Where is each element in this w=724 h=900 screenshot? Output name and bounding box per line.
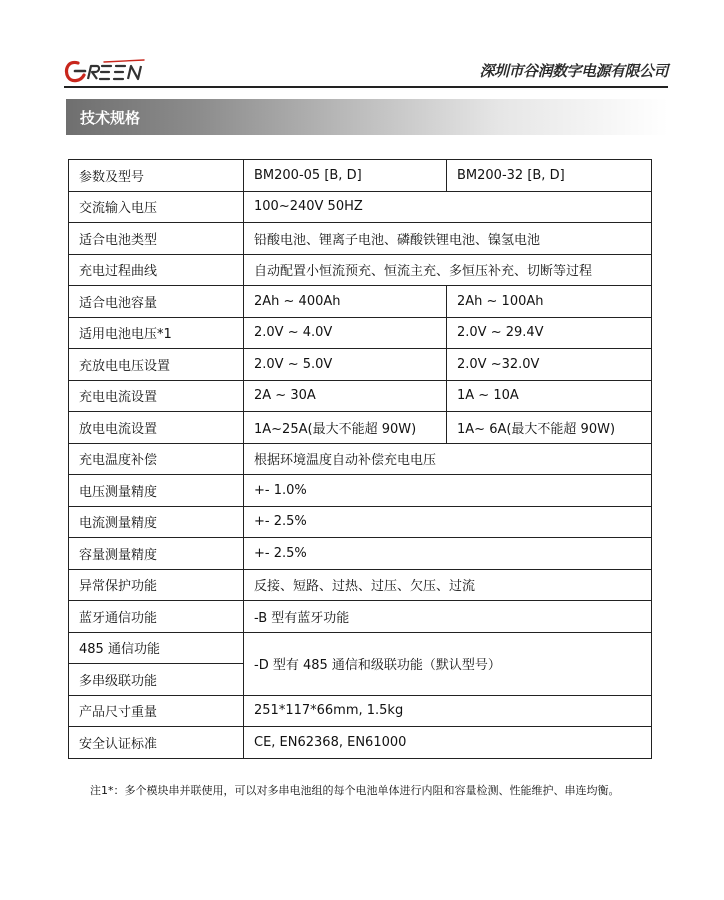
table-row — [69, 223, 652, 255]
row-value-b: 2Ah ~ 100Ah — [447, 286, 652, 318]
param-header: 参数及型号 — [69, 160, 244, 192]
row-value: +- 1.0% — [244, 475, 652, 507]
row-value-a: 2.0V ~ 4.0V — [244, 317, 447, 349]
row-value-b: 1A~ 6A(最大不能超 90W) — [447, 412, 652, 444]
company-name: 深圳市谷润数字电源有限公司 — [479, 62, 668, 80]
row-value: 100~240V 50HZ — [244, 191, 652, 223]
table-row — [69, 191, 652, 223]
row-value: 铅酸电池、锂离子电池、磷酸铁锂电池、镍氢电池 — [244, 223, 652, 255]
table-row — [69, 254, 652, 286]
row-value-b: 2.0V ~32.0V — [447, 349, 652, 381]
row-label: 多串级联功能 — [69, 664, 244, 696]
table-row — [69, 475, 652, 507]
row-label: 放电电流设置 — [69, 412, 244, 444]
table-row — [69, 601, 652, 633]
row-label: 适合电池容量 — [69, 286, 244, 318]
logo-e1 — [100, 66, 111, 79]
row-label: 产品尺寸重量 — [69, 695, 244, 727]
row-value-a: 1A~25A(最大不能超 90W) — [244, 412, 447, 444]
row-label: 电压测量精度 — [69, 475, 244, 507]
row-value-merged: -D 型有 485 通信和级联功能（默认型号） — [244, 632, 652, 695]
row-value: +- 2.5% — [244, 506, 652, 538]
row-value: CE, EN62368, EN61000 — [244, 727, 652, 759]
row-label: 适用电池电压*1 — [69, 317, 244, 349]
row-value: 251*117*66mm, 1.5kg — [244, 695, 652, 727]
row-value-a: 2A ~ 30A — [244, 380, 447, 412]
section-title: 技术规格 — [80, 109, 141, 127]
row-value-b: 2.0V ~ 29.4V — [447, 317, 652, 349]
green-logo — [64, 58, 154, 84]
row-label: 充放电电压设置 — [69, 349, 244, 381]
table-row — [69, 286, 652, 318]
row-label: 蓝牙通信功能 — [69, 601, 244, 633]
row-label: 异常保护功能 — [69, 569, 244, 601]
section-banner — [66, 99, 668, 135]
row-value-b: 1A ~ 10A — [447, 380, 652, 412]
row-label: 适合电池类型 — [69, 223, 244, 255]
footnote: 注1*：多个模块串并联使用，可以对多串电池组的每个电池单体进行内阻和容量检测、性能维护、串连均衡。 — [90, 784, 620, 797]
logo-e2 — [114, 66, 125, 79]
logo-n — [128, 66, 141, 79]
table-row — [69, 317, 652, 349]
table-row-header — [69, 160, 652, 192]
table-row — [69, 538, 652, 570]
row-value: 反接、短路、过热、过压、欠压、过流 — [244, 569, 652, 601]
row-label: 容量测量精度 — [69, 538, 244, 570]
row-label: 安全认证标准 — [69, 727, 244, 759]
row-label: 充电过程曲线 — [69, 254, 244, 286]
row-label: 电流测量精度 — [69, 506, 244, 538]
table-row — [69, 569, 652, 601]
logo-r — [88, 66, 99, 79]
table-row — [69, 412, 652, 444]
row-value: -B 型有蓝牙功能 — [244, 601, 652, 633]
table-row — [69, 727, 652, 759]
logo-accent — [104, 60, 144, 62]
table-row — [69, 443, 652, 475]
table-row — [69, 632, 652, 664]
row-value: 根据环境温度自动补偿充电电压 — [244, 443, 652, 475]
table-row — [69, 695, 652, 727]
row-value-a: 2Ah ~ 400Ah — [244, 286, 447, 318]
header-divider — [64, 86, 668, 88]
row-label: 485 通信功能 — [69, 632, 244, 664]
spec-table — [68, 159, 652, 759]
row-value: 自动配置小恒流预充、恒流主充、多恒压补充、切断等过程 — [244, 254, 652, 286]
row-value-a: 2.0V ~ 5.0V — [244, 349, 447, 381]
table-row — [69, 349, 652, 381]
row-label: 充电电流设置 — [69, 380, 244, 412]
table-row — [69, 380, 652, 412]
model-b-header: BM200-32 [B, D] — [447, 160, 652, 192]
model-a-header: BM200-05 [B, D] — [244, 160, 447, 192]
row-label: 交流输入电压 — [69, 191, 244, 223]
table-row — [69, 506, 652, 538]
row-value: +- 2.5% — [244, 538, 652, 570]
row-label: 充电温度补偿 — [69, 443, 244, 475]
